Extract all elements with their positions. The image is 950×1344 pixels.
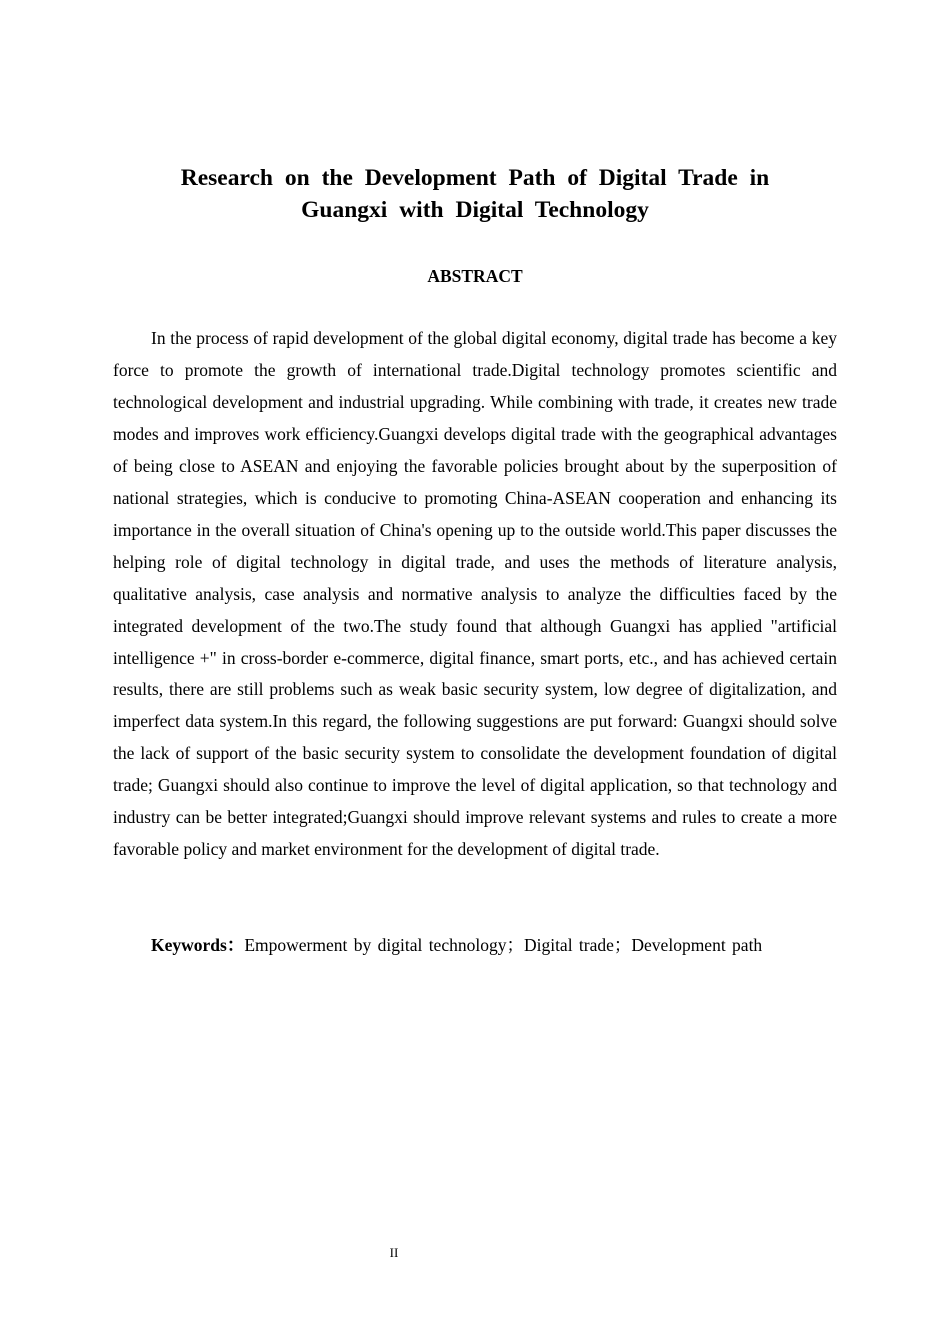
paper-title-line-2: Guangxi with Digital Technology xyxy=(301,197,649,223)
keywords-line xyxy=(151,930,841,961)
abstract-heading: ABSTRACT xyxy=(427,266,523,286)
paper-title-line-1: Research on the Development Path of Digital Trade in xyxy=(180,165,770,191)
keywords-label: Keywords： xyxy=(151,935,245,955)
paper-title xyxy=(113,162,837,226)
abstract-body: In the process of rapid development of the global digital economy, digital trade has become a key force to promote the growth of international trade.Digital technology promotes scientific and technological development and industrial upgrading. While combining with trade, it creates new trade modes and improves work efficiency.Guangxi develops digital trade with the geographical advantages of being close to ASEAN and enjoying the favorable policies brought about by the superposition of national strategies, which is conducive to promoting China-ASEAN cooperation and enhancing its importance in the overall situation of China's opening up to the outside world.This paper discusses the helping role of digital technology in digital trade, and uses the methods of literature analysis, qualitative analysis, case analysis and normative analysis to analyze the difficulties faced by the integrated development of the two.The study found that although Guangxi has applied "artificial intelligence +" in cross-border e-commerce, digital finance, smart ports, etc., and has achieved certain results, there are still problems such as weak basic security system, low degree of digitalization, and imperfect data system.In this regard, the following suggestions are put forward: Guangxi should solve the lack of support of the basic security system to consolidate the development foundation of digital trade; Guangxi should also continue to improve the level of digital application, so that technology and industry can be better integrated;Guangxi should improve relevant systems and rules to create a more favorable policy and market environment for the development of digital trade. xyxy=(113,328,837,860)
keywords-list: Empowerment by digital technology；Digital trade；Development path xyxy=(244,935,763,955)
page-number: II xyxy=(389,1245,399,1260)
